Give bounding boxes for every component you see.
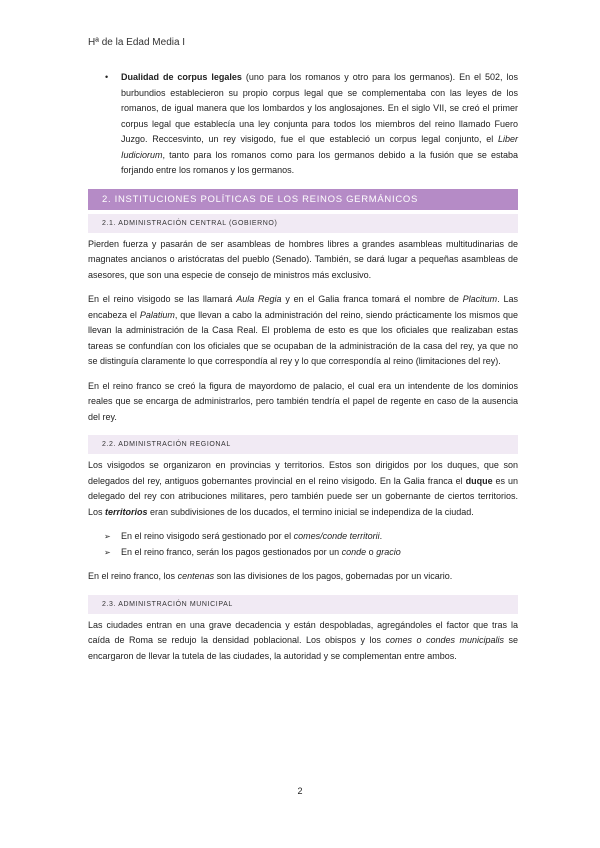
- arrow-bullet-icon: ➢: [104, 547, 111, 557]
- paragraph: En el reino franco se creó la figura de mayordomo de palacio, el cual era un intendente de los dominios reales que se encarga de administrarlos, pero también tendría el papel de regente en caso de la ausencia del rey.: [88, 380, 518, 422]
- paragraph: [88, 569, 518, 585]
- bold-italic-term: territorios: [105, 506, 148, 517]
- text-run: , tanto para los romanos como para los germanos debido a la fusión que se estaba forjando entre los romanos y los germanos.: [121, 149, 518, 175]
- text-run: Los visigodos se organizaron en provincias y territorios. Estos son dirigidos por los duques, que son delegados del rey, antiguos gobernantes provincial en el reino visigodo. En la Galia franca el: [88, 460, 518, 486]
- text-run: se encargaron de llevar la tutela de las ciudades, la autoridad y se complementan entre ambos.: [88, 635, 518, 661]
- bullet-text: [121, 70, 518, 179]
- text-run: eran subdivisiones de los ducados, el termino inicial se independiza de la ciudad.: [147, 506, 474, 517]
- text-run: En el reino visigodo se las llamará: [88, 294, 237, 304]
- text-run: o: [366, 546, 377, 557]
- page-number: 2: [297, 786, 303, 796]
- text-run: , que llevan a cabo la administración del reino, siendo prácticamente los mismos que llevan la administración de la Casa Real. El problema de esto es que los oficiales que realizaban estas tareas se confundían con los oficiales que se ocupaban de la administración de la casa del rey, ya que no se distinguía claramente lo que correspondía al rey y lo que correspondía al reino (limitaciones del rey).: [88, 309, 518, 366]
- section-heading-2: 2. INSTITUCIONES POLÍTICAS DE LOS REINOS GERMÁNICOS: [88, 189, 518, 210]
- subsection-heading-2-3: 2.3. ADMINISTRACIÓN MUNICIPAL: [88, 595, 518, 614]
- text-run: son las divisiones de los pagos, gobernadas por un vicario.: [214, 571, 453, 581]
- subsection-heading-2-1: 2.1. ADMINISTRACIÓN CENTRAL (GOBIERNO): [88, 214, 518, 233]
- subsection-heading-2-2: 2.2. ADMINISTRACIÓN REGIONAL: [88, 435, 518, 454]
- italic-term: centenas: [177, 571, 215, 581]
- text-run: En el reino franco, serán los pagos gestionados por un: [121, 546, 342, 557]
- paragraph: [88, 458, 518, 520]
- paragraph: [88, 292, 518, 370]
- arrow-list-item: [88, 529, 518, 545]
- italic-term: Palatium: [139, 309, 175, 320]
- italic-term: Aula Regia: [236, 294, 282, 304]
- page-content: [88, 70, 518, 664]
- italic-term: conde: [341, 546, 367, 557]
- text-run: En el reino visigodo será gestionado por el: [121, 531, 294, 541]
- text-run: es un delegado del rey con atribuciones militares, pero también puede ser un gobernante de ciertos territorios. Los: [88, 475, 518, 517]
- text-run: Las ciudades entran en una grave decadencia y están despobladas, agregándoles el factor que tras la caída de Roma se redujo la densidad poblacional. Los obispos y los: [88, 619, 518, 645]
- text-run: . Las encabeza el: [88, 294, 519, 320]
- bold-term: duque: [465, 475, 493, 486]
- text-run: En el reino franco, los: [88, 571, 178, 581]
- bullet-marker: •: [105, 72, 109, 82]
- paragraph: [88, 618, 518, 665]
- text-run: (uno para los romanos y otro para los germanos). En el 502, los burbundios establecieron su propio corpus legal que se complementaba con las leyes de los romanos, de igual manera que los lombardos y los anglosajones. En el siglo VII, se creó el primer corpus legal que establecía una ley conjunta para todos los miembros del reino llamado Fuero Juzgo. Reccesvinto, un rey visigodo, fue el que estableció un corpus legal conjunto, el: [121, 72, 518, 144]
- italic-term: comes/conde territorii: [293, 531, 380, 541]
- italic-term: Liber Iudiciorum: [121, 134, 518, 160]
- italic-term: gracio: [376, 546, 401, 557]
- text-run: y en el Galia franca tomará el nombre de: [281, 294, 463, 304]
- text-run: .: [379, 531, 383, 541]
- italic-term: comes o condes municipalis: [385, 635, 504, 645]
- italic-term: Placitum: [462, 294, 498, 304]
- bullet-item-dualidad: [88, 70, 518, 179]
- arrow-list-item: [88, 545, 518, 561]
- paragraph: Pierden fuerza y pasarán de ser asambleas de hombres libres a grandes asambleas multitudinarias de magnates ancianos o aristócratas del pueblo (Senado). También, se dará lugar a pequeñas asambleas de asesores, que son una especie de consejo de ministros más exclusivo.: [88, 238, 518, 280]
- running-header: Hª de la Edad Media I: [88, 37, 186, 48]
- bold-term: Dualidad de corpus legales: [121, 72, 242, 82]
- arrow-bullet-icon: ➢: [104, 532, 111, 541]
